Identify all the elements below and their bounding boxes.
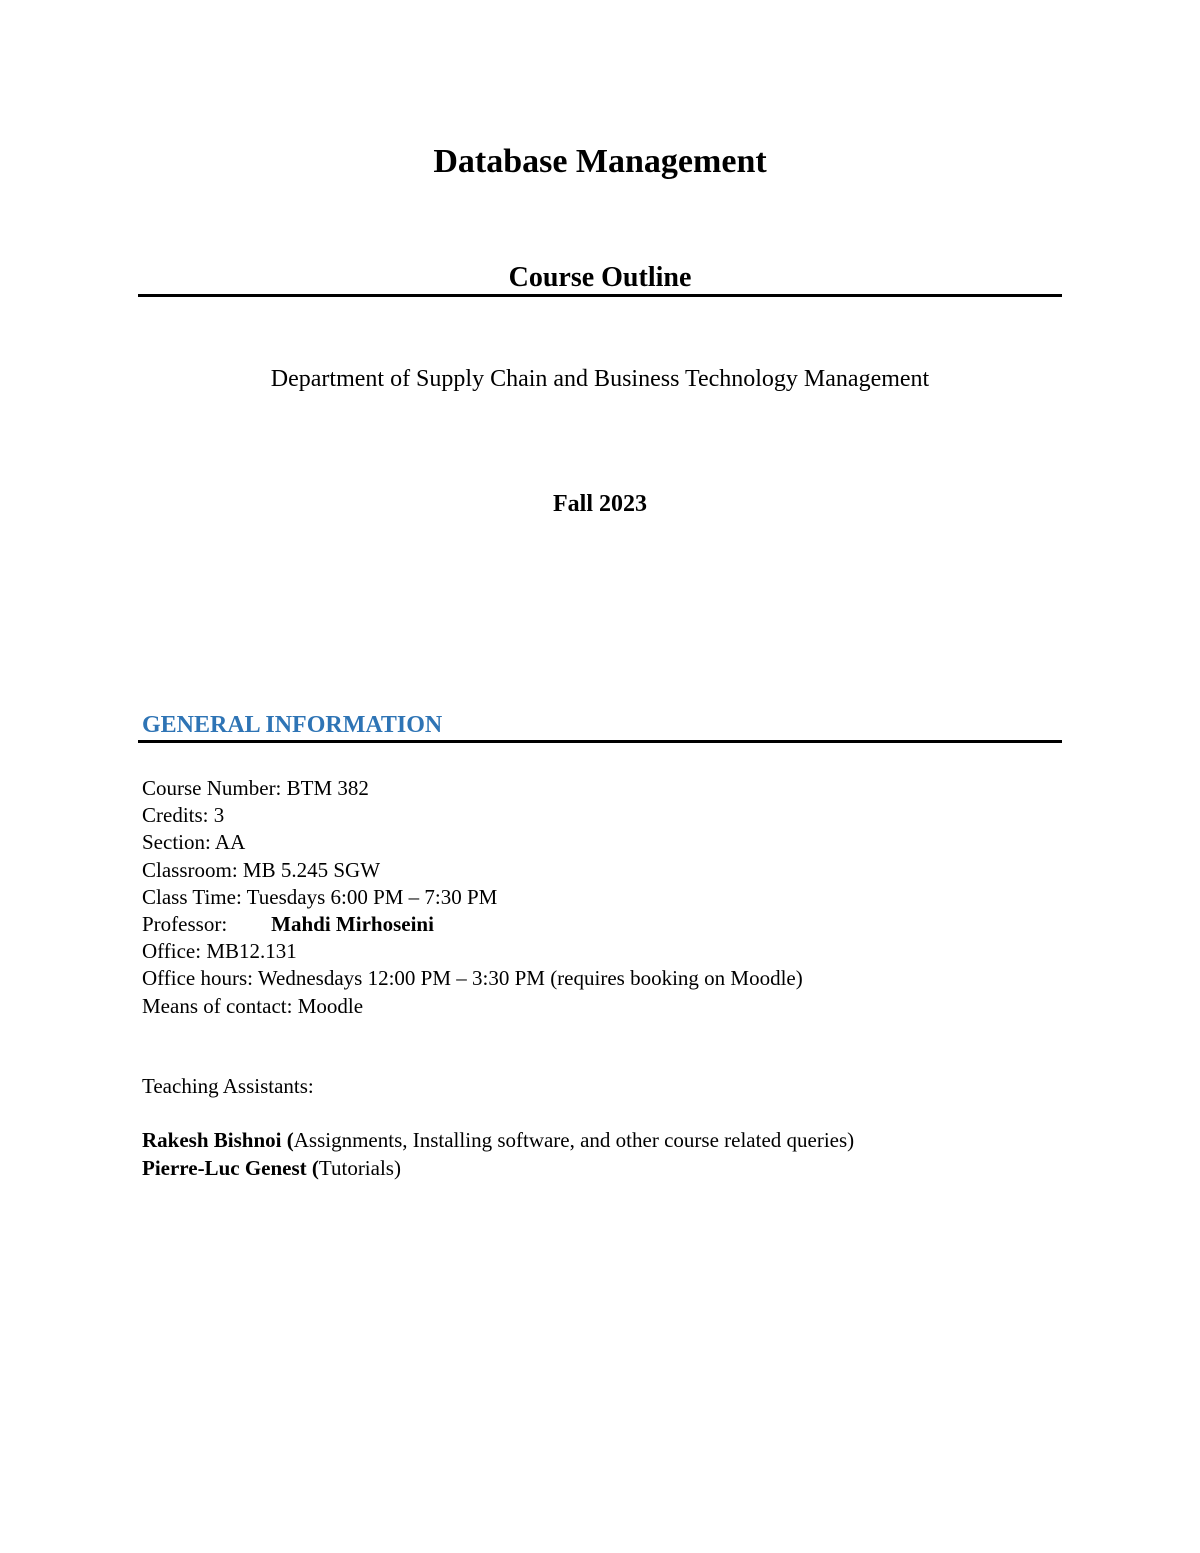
section: Section: AA — [142, 830, 246, 855]
section-divider — [138, 740, 1062, 743]
office-hours: Office hours: Wednesdays 12:00 PM – 3:30 PM (requires booking on Moodle) — [142, 966, 803, 991]
ta-role: Assignments, Installing software, and other course related queries) — [293, 1128, 855, 1152]
general-information-heading: GENERAL INFORMATION — [142, 712, 443, 738]
teaching-assistants-label: Teaching Assistants: — [142, 1074, 314, 1098]
document-subtitle: Course Outline — [508, 262, 692, 293]
professor-name: Mahdi Mirhoseini — [271, 912, 434, 937]
ta-name: Pierre-Luc Genest — [142, 1155, 307, 1180]
ta-role: Tutorials) — [318, 1155, 401, 1180]
department-name: Department of Supply Chain and Business Technology Management — [270, 366, 930, 392]
classroom: Classroom: MB 5.245 SGW — [142, 857, 381, 882]
credits: Credits: 3 — [142, 803, 225, 828]
document-title: Database Management — [433, 143, 767, 180]
teaching-assistants-list — [142, 1127, 854, 1182]
term: Fall 2023 — [553, 491, 647, 517]
list-item — [142, 1155, 854, 1183]
course-number: Course Number: BTM 382 — [142, 776, 369, 800]
office: Office: MB12.131 — [142, 939, 297, 964]
ta-role-open-paren: ( — [286, 1128, 294, 1152]
means-of-contact: Means of contact: Moodle — [142, 993, 364, 1018]
title-divider — [138, 294, 1062, 297]
professor — [142, 911, 803, 938]
general-information-list — [142, 775, 803, 1020]
professor-label: Professor: — [142, 912, 228, 937]
list-item — [142, 1127, 854, 1155]
ta-role-open-paren: ( — [311, 1155, 319, 1180]
ta-name: Rakesh Bishnoi — [142, 1128, 282, 1152]
class-time: Class Time: Tuesdays 6:00 PM – 7:30 PM — [142, 884, 498, 909]
